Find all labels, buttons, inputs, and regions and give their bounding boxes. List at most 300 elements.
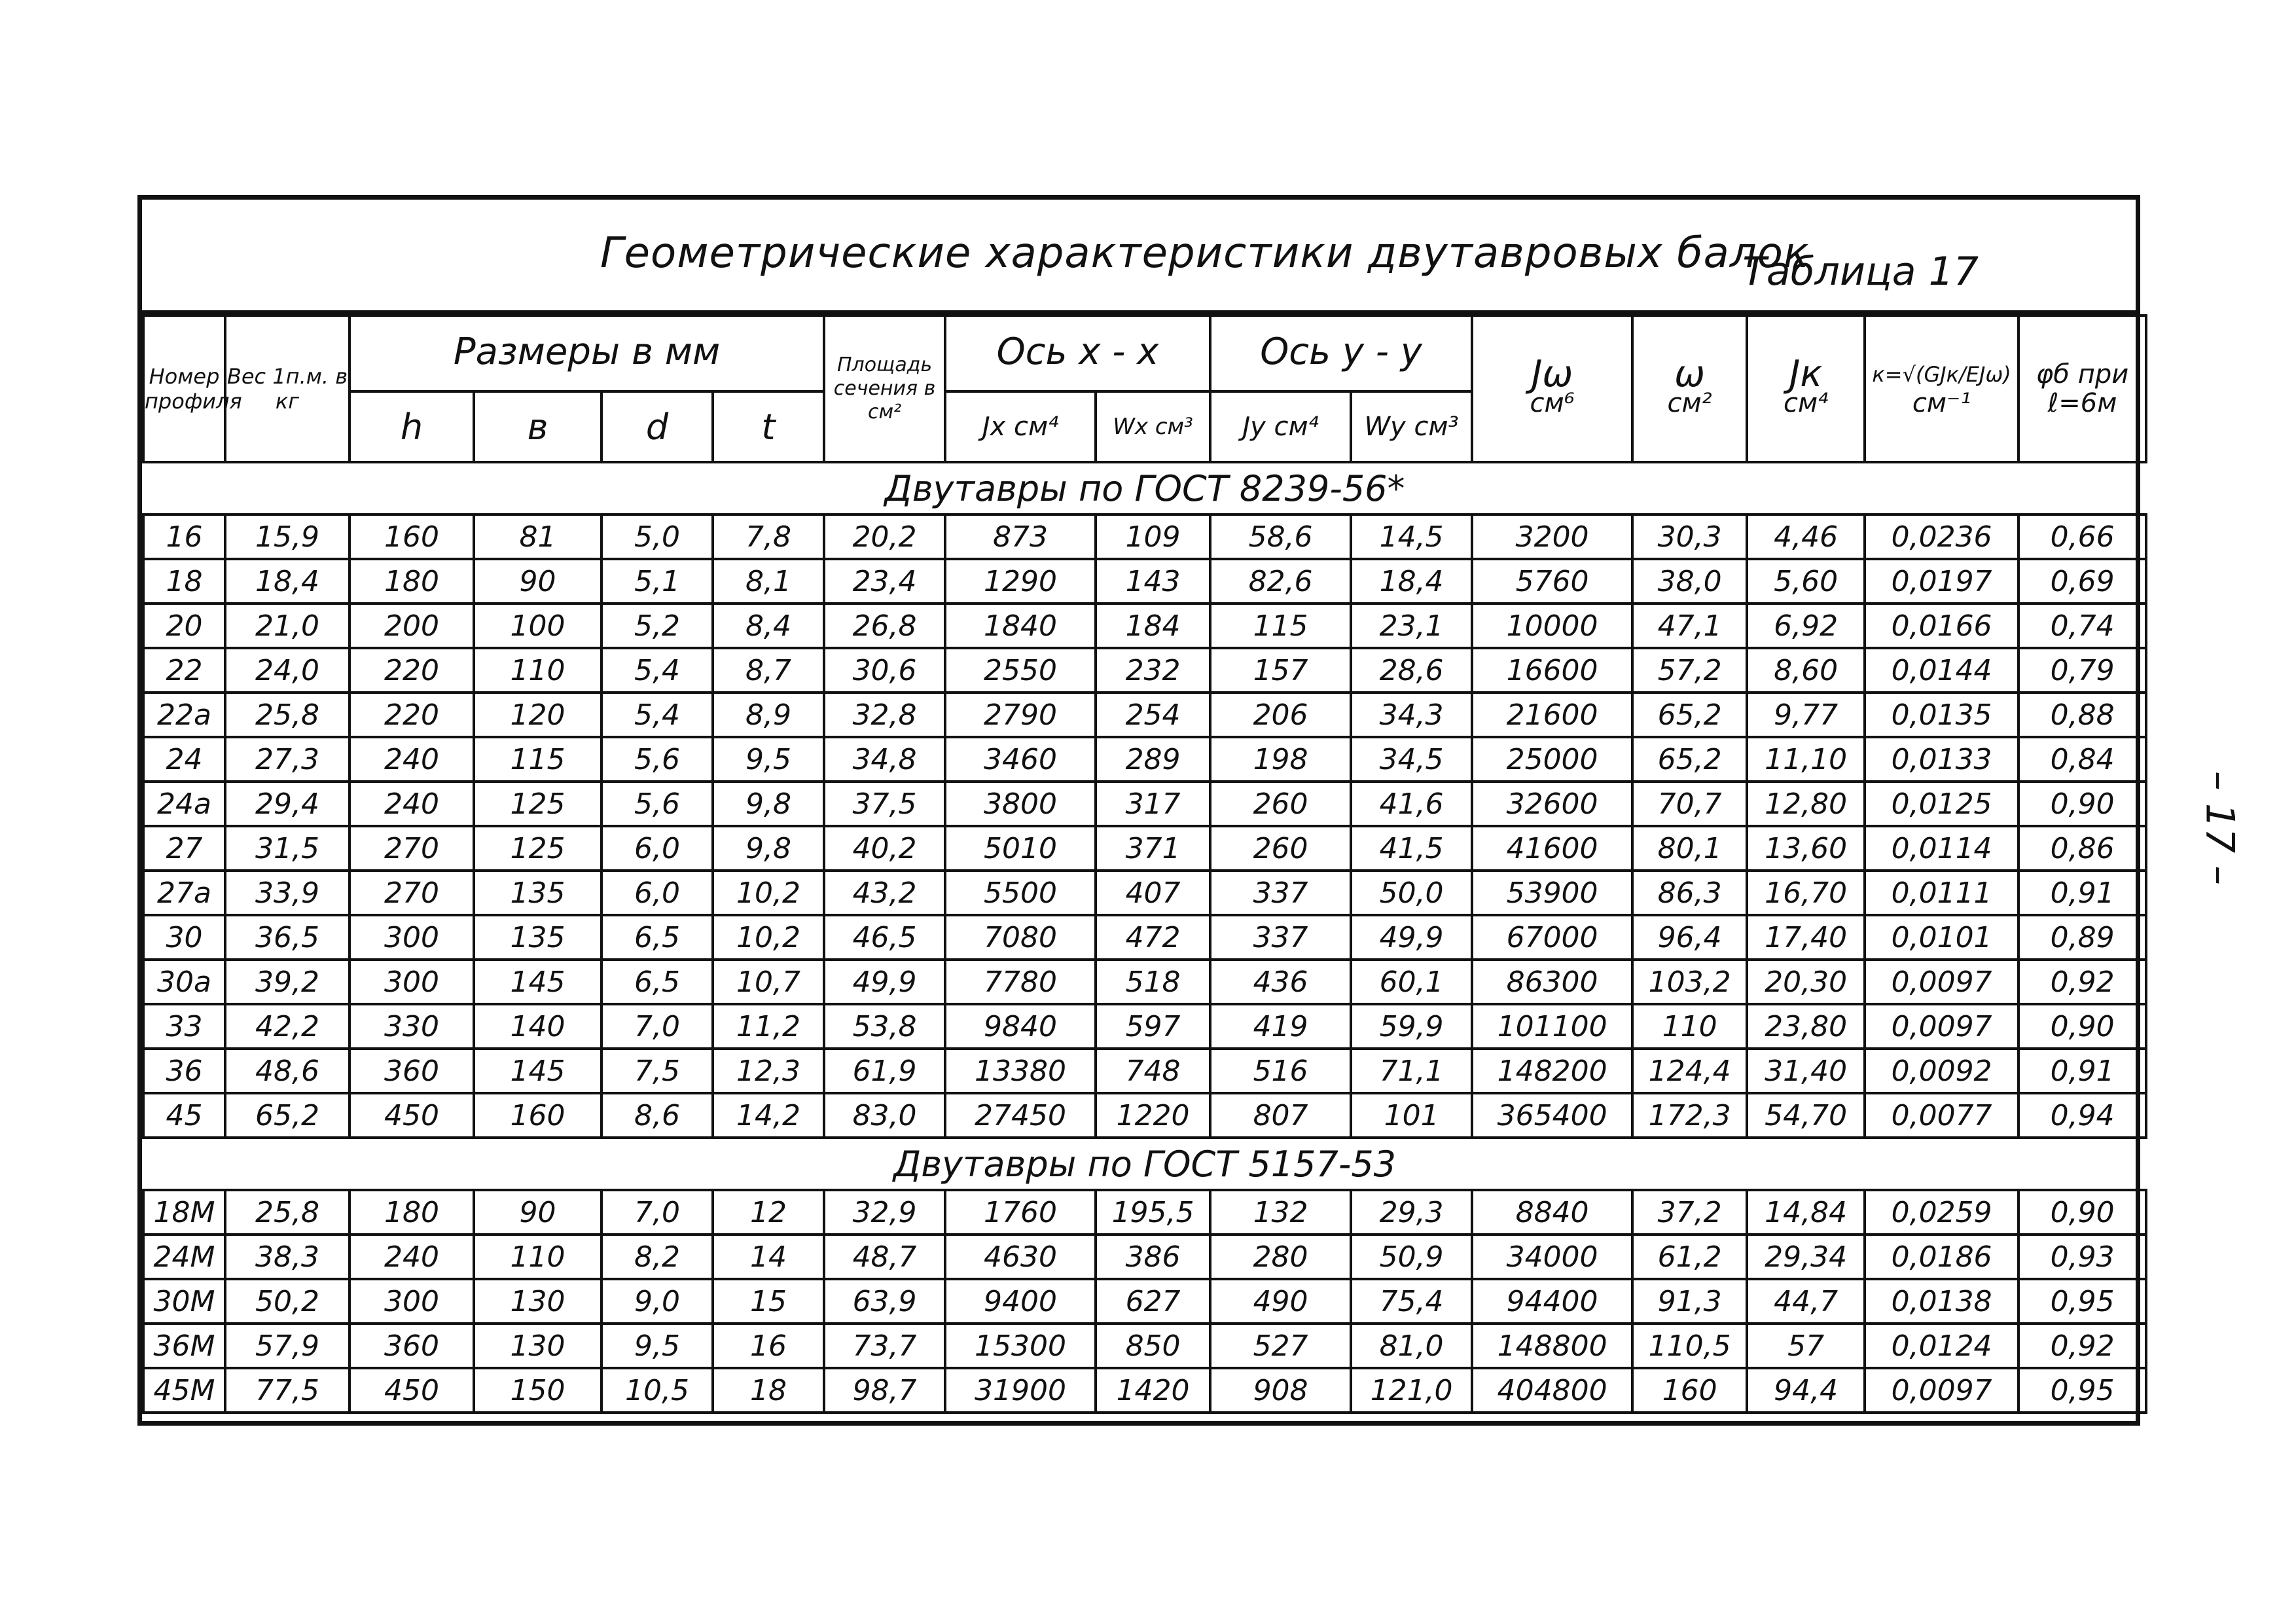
table-cell: 148200 [1472,1049,1632,1093]
table-cell: 1290 [945,559,1096,604]
table-cell: 50,0 [1351,871,1472,915]
header-t: t [713,391,824,462]
table-cell: 873 [945,514,1096,559]
header-d: d [601,391,713,462]
table-cell: 10,2 [713,871,824,915]
table-cell: 0,0186 [1865,1235,2018,1279]
table-cell: 9,5 [601,1324,713,1368]
table-cell: 28,6 [1351,648,1472,693]
table-cell: 24а [143,782,225,826]
table-cell: 407 [1096,871,1210,915]
table-cell: 30,3 [1632,514,1747,559]
table-cell: 16,70 [1747,871,1865,915]
header-axis-x: Ось х - х [945,316,1210,391]
table-cell: 33,9 [225,871,350,915]
table-cell: 450 [350,1093,474,1138]
table-cell: 4,46 [1747,514,1865,559]
table-cell: 32600 [1472,782,1632,826]
table-cell: 43,2 [824,871,945,915]
table-row [143,915,2146,960]
table-cell: 200 [350,604,474,648]
table-cell: 518 [1096,960,1210,1004]
table-cell: 11,2 [713,1004,824,1049]
table-cell: 30 [143,915,225,960]
table-cell: 7,0 [601,1004,713,1049]
table-cell: 0,0092 [1865,1049,2018,1093]
header-weight: Вес 1п.м. в кг [225,316,350,462]
table-cell: 10,2 [713,915,824,960]
table-cell: 32,9 [824,1190,945,1235]
table-cell: 0,0077 [1865,1093,2018,1138]
table-cell: 16 [713,1324,824,1368]
table-cell: 130 [474,1324,601,1368]
table-cell: 115 [474,737,601,782]
table-cell: 0,0166 [1865,604,2018,648]
table-cell: 260 [1210,826,1351,871]
title-bar [142,200,2136,314]
table-cell: 21600 [1472,693,1632,737]
table-cell: 254 [1096,693,1210,737]
table-cell: 337 [1210,871,1351,915]
table-cell: 232 [1096,648,1210,693]
table-row [143,559,2146,604]
table-number: Таблица 17 [1742,249,1979,295]
table-cell: 27а [143,871,225,915]
header-h: h [350,391,474,462]
table-cell: 130 [474,1279,601,1324]
table-cell: 7080 [945,915,1096,960]
table-cell: 5,2 [601,604,713,648]
table-cell: 0,79 [2018,648,2146,693]
table-cell: 160 [1632,1368,1747,1413]
table-cell: 404800 [1472,1368,1632,1413]
table-cell: 5,4 [601,693,713,737]
table-cell: 9,0 [601,1279,713,1324]
table-cell: 160 [350,514,474,559]
table-cell: 24 [143,737,225,782]
table-cell: 300 [350,1279,474,1324]
table-cell: 0,0133 [1865,737,2018,782]
table-row [143,604,2146,648]
table-cell: 54,70 [1747,1093,1865,1138]
table-cell: 172,3 [1632,1093,1747,1138]
table-cell: 10000 [1472,604,1632,648]
table-cell: 5,6 [601,782,713,826]
table-cell: 17,40 [1747,915,1865,960]
table-cell: 0,69 [2018,559,2146,604]
table-cell: 0,0111 [1865,871,2018,915]
table-cell: 240 [350,1235,474,1279]
table-cell: 81 [474,514,601,559]
table-cell: 157 [1210,648,1351,693]
table-cell: 8,6 [601,1093,713,1138]
table-cell: 18М [143,1190,225,1235]
table-cell: 24М [143,1235,225,1279]
table-cell: 317 [1096,782,1210,826]
table-cell: 14,84 [1747,1190,1865,1235]
table-cell: 6,0 [601,826,713,871]
table-cell: 75,4 [1351,1279,1472,1324]
table-cell: 371 [1096,826,1210,871]
table-cell: 0,0197 [1865,559,2018,604]
table-cell: 18 [713,1368,824,1413]
table-cell: 0,89 [2018,915,2146,960]
table-cell: 30М [143,1279,225,1324]
table-cell: 140 [474,1004,601,1049]
section-header-row [143,462,2146,514]
table-cell: 29,34 [1747,1235,1865,1279]
table-cell: 31,40 [1747,1049,1865,1093]
beam-properties-table [142,314,2147,1414]
table-cell: 3200 [1472,514,1632,559]
table-cell: 0,74 [2018,604,2146,648]
table-cell: 13380 [945,1049,1096,1093]
table-cell: 36 [143,1049,225,1093]
table-cell: 81,0 [1351,1324,1472,1368]
table-cell: 0,90 [2018,782,2146,826]
table-cell: 71,1 [1351,1049,1472,1093]
table-cell: 12 [713,1190,824,1235]
table-cell: 3800 [945,782,1096,826]
table-cell: 0,95 [2018,1279,2146,1324]
table-cell: 15,9 [225,514,350,559]
table-cell: 132 [1210,1190,1351,1235]
table-cell: 0,91 [2018,1049,2146,1093]
header-jw: Jω см⁶ [1472,316,1632,462]
table-cell: 0,86 [2018,826,2146,871]
table-cell: 5760 [1472,559,1632,604]
table-cell: 597 [1096,1004,1210,1049]
header-phi: φб при ℓ=6м [2018,316,2146,462]
table-cell: 289 [1096,737,1210,782]
table-cell: 30а [143,960,225,1004]
table-cell: 120 [474,693,601,737]
table-cell: 0,0144 [1865,648,2018,693]
table-cell: 1420 [1096,1368,1210,1413]
table-cell: 300 [350,915,474,960]
table-cell: 21,0 [225,604,350,648]
table-cell: 25,8 [225,693,350,737]
table-row [143,514,2146,559]
header-omega: ω см² [1632,316,1747,462]
table-cell: 60,1 [1351,960,1472,1004]
table-cell: 20 [143,604,225,648]
table-cell: 48,6 [225,1049,350,1093]
table-cell: 145 [474,960,601,1004]
table-cell: 0,92 [2018,1324,2146,1368]
table-cell: 0,95 [2018,1368,2146,1413]
table-cell: 143 [1096,559,1210,604]
table-cell: 121,0 [1351,1368,1472,1413]
table-cell: 32,8 [824,693,945,737]
table-cell: 24,0 [225,648,350,693]
table-cell: 0,0124 [1865,1324,2018,1368]
table-cell: 1760 [945,1190,1096,1235]
table-cell: 0,91 [2018,871,2146,915]
table-cell: 11,10 [1747,737,1865,782]
table-cell: 360 [350,1049,474,1093]
table-row [143,960,2146,1004]
table-cell: 908 [1210,1368,1351,1413]
table-cell: 9,77 [1747,693,1865,737]
table-cell: 58,6 [1210,514,1351,559]
table-cell: 110,5 [1632,1324,1747,1368]
table-cell: 37,2 [1632,1190,1747,1235]
table-cell: 15300 [945,1324,1096,1368]
table-cell: 37,5 [824,782,945,826]
table-cell: 8,2 [601,1235,713,1279]
table-cell: 73,7 [824,1324,945,1368]
table-cell: 94400 [1472,1279,1632,1324]
table-cell: 260 [1210,782,1351,826]
table-cell: 39,2 [225,960,350,1004]
table-row [143,693,2146,737]
table-cell: 198 [1210,737,1351,782]
table-cell: 7780 [945,960,1096,1004]
table-cell: 0,0097 [1865,1368,2018,1413]
table-cell: 49,9 [824,960,945,1004]
table-row [143,1093,2146,1138]
header-dimensions: Размеры в мм [350,316,824,391]
table-cell: 124,4 [1632,1049,1747,1093]
table-cell: 42,2 [225,1004,350,1049]
table-cell: 5,0 [601,514,713,559]
header-jx: Jx см⁴ [945,391,1096,462]
table-cell: 41,6 [1351,782,1472,826]
table-cell: 110 [1632,1004,1747,1049]
table-cell: 49,9 [1351,915,1472,960]
table-cell: 15 [713,1279,824,1324]
table-cell: 83,0 [824,1093,945,1138]
table-cell: 90 [474,559,601,604]
table-row [143,871,2146,915]
table-cell: 14,2 [713,1093,824,1138]
table-cell: 57,2 [1632,648,1747,693]
table-cell: 45М [143,1368,225,1413]
table-cell: 12,3 [713,1049,824,1093]
table-cell: 360 [350,1324,474,1368]
table-cell: 472 [1096,915,1210,960]
table-cell: 31900 [945,1368,1096,1413]
table-cell: 0,92 [2018,960,2146,1004]
table-cell: 82,6 [1210,559,1351,604]
table-cell: 38,0 [1632,559,1747,604]
table-cell: 240 [350,782,474,826]
header-k: к=√(GJк/EJω) см⁻¹ [1865,316,2018,462]
table-cell: 850 [1096,1324,1210,1368]
table-cell: 748 [1096,1049,1210,1093]
table-cell: 46,5 [824,915,945,960]
table-cell: 10,7 [713,960,824,1004]
table-row [143,1235,2146,1279]
table-cell: 110 [474,648,601,693]
table-cell: 61,9 [824,1049,945,1093]
table-cell: 25,8 [225,1190,350,1235]
table-cell: 34,5 [1351,737,1472,782]
table-row [143,737,2146,782]
table-cell: 115 [1210,604,1351,648]
table-cell: 184 [1096,604,1210,648]
table-cell: 180 [350,559,474,604]
table-cell: 5,6 [601,737,713,782]
table-row [143,648,2146,693]
table-cell: 135 [474,871,601,915]
table-cell: 18,4 [1351,559,1472,604]
table-cell: 14 [713,1235,824,1279]
table-cell: 38,3 [225,1235,350,1279]
table-cell: 527 [1210,1324,1351,1368]
table-row [143,826,2146,871]
table-cell: 5010 [945,826,1096,871]
table-cell: 98,7 [824,1368,945,1413]
table-cell: 8,4 [713,604,824,648]
table-cell: 8,7 [713,648,824,693]
table-cell: 450 [350,1368,474,1413]
table-cell: 27450 [945,1093,1096,1138]
table-cell: 80,1 [1632,826,1747,871]
table-cell: 23,4 [824,559,945,604]
table-cell: 7,0 [601,1190,713,1235]
table-cell: 330 [350,1004,474,1049]
table-cell: 337 [1210,915,1351,960]
table-cell: 22 [143,648,225,693]
table-cell: 5,60 [1747,559,1865,604]
table-cell: 807 [1210,1093,1351,1138]
table-cell: 27 [143,826,225,871]
table-cell: 30,6 [824,648,945,693]
table-cell: 36М [143,1324,225,1368]
table-cell: 8,60 [1747,648,1865,693]
table-cell: 6,92 [1747,604,1865,648]
table-cell: 18 [143,559,225,604]
table-cell: 0,90 [2018,1190,2146,1235]
table-cell: 0,0101 [1865,915,2018,960]
table-cell: 90 [474,1190,601,1235]
table-cell: 63,9 [824,1279,945,1324]
table-cell: 100 [474,604,601,648]
table-cell: 419 [1210,1004,1351,1049]
table-cell: 70,7 [1632,782,1747,826]
table-cell: 20,30 [1747,960,1865,1004]
section-header-row [143,1138,2146,1190]
table-cell: 1840 [945,604,1096,648]
table-cell: 31,5 [225,826,350,871]
page-marker: – 17 – [2196,770,2242,886]
table-cell: 91,3 [1632,1279,1747,1324]
table-cell: 195,5 [1096,1190,1210,1235]
table-cell: 22а [143,693,225,737]
table-cell: 8,1 [713,559,824,604]
table-cell: 6,5 [601,915,713,960]
table-cell: 3460 [945,737,1096,782]
table-cell: 9,8 [713,782,824,826]
table-cell: 50,9 [1351,1235,1472,1279]
table-cell: 65,2 [225,1093,350,1138]
table-cell: 135 [474,915,601,960]
table-cell: 53900 [1472,871,1632,915]
table-cell: 14,5 [1351,514,1472,559]
table-cell: 220 [350,693,474,737]
table-cell: 220 [350,648,474,693]
table-cell: 13,60 [1747,826,1865,871]
table-cell: 0,90 [2018,1004,2146,1049]
table-cell: 0,0135 [1865,693,2018,737]
section-title-gost-5157: Двутавры по ГОСТ 5157-53 [143,1138,2146,1190]
header-wy: Wy см³ [1351,391,1472,462]
table-cell: 34,3 [1351,693,1472,737]
table-cell: 160 [474,1093,601,1138]
table-cell: 9,5 [713,737,824,782]
table-cell: 59,9 [1351,1004,1472,1049]
table-cell: 109 [1096,514,1210,559]
table-cell: 0,0097 [1865,960,2018,1004]
table-cell: 47,1 [1632,604,1747,648]
table-cell: 41600 [1472,826,1632,871]
table-cell: 48,7 [824,1235,945,1279]
table-cell: 0,0259 [1865,1190,2018,1235]
table-cell: 67000 [1472,915,1632,960]
table-cell: 7,8 [713,514,824,559]
table-cell: 34000 [1472,1235,1632,1279]
section-title-gost-8239: Двутавры по ГОСТ 8239-56* [143,462,2146,514]
header-profile-no: Номер профиля [143,316,225,462]
table-cell: 0,66 [2018,514,2146,559]
table-cell: 57,9 [225,1324,350,1368]
table-cell: 86,3 [1632,871,1747,915]
table-cell: 270 [350,826,474,871]
table-cell: 110 [474,1235,601,1279]
table-cell: 0,88 [2018,693,2146,737]
document-title: Геометрические характеристики двутавровых балок [600,229,1810,278]
table-cell: 12,80 [1747,782,1865,826]
table-cell: 40,2 [824,826,945,871]
table-cell: 45 [143,1093,225,1138]
table-cell: 44,7 [1747,1279,1865,1324]
table-cell: 65,2 [1632,693,1747,737]
table-cell: 8840 [1472,1190,1632,1235]
table-row [143,1190,2146,1235]
table-cell: 0,0097 [1865,1004,2018,1049]
table-cell: 86300 [1472,960,1632,1004]
table-cell: 27,3 [225,737,350,782]
table-cell: 436 [1210,960,1351,1004]
table-cell: 9400 [945,1279,1096,1324]
table-cell: 300 [350,960,474,1004]
table-cell: 20,2 [824,514,945,559]
table-cell: 9,8 [713,826,824,871]
table-cell: 25000 [1472,737,1632,782]
table-cell: 23,80 [1747,1004,1865,1049]
table-cell: 148800 [1472,1324,1632,1368]
table-cell: 41,5 [1351,826,1472,871]
table-cell: 2550 [945,648,1096,693]
table-row [143,1368,2146,1413]
table-cell: 6,0 [601,871,713,915]
table-cell: 29,3 [1351,1190,1472,1235]
table-cell: 280 [1210,1235,1351,1279]
table-cell: 0,0114 [1865,826,2018,871]
table-cell: 0,0125 [1865,782,2018,826]
table-cell: 57 [1747,1324,1865,1368]
table-cell: 386 [1096,1235,1210,1279]
table-cell: 125 [474,826,601,871]
header-b: в [474,391,601,462]
header-axis-y: Ось у - у [1210,316,1472,391]
table-cell: 5,4 [601,648,713,693]
table-cell: 8,9 [713,693,824,737]
table-cell: 53,8 [824,1004,945,1049]
table-cell: 490 [1210,1279,1351,1324]
